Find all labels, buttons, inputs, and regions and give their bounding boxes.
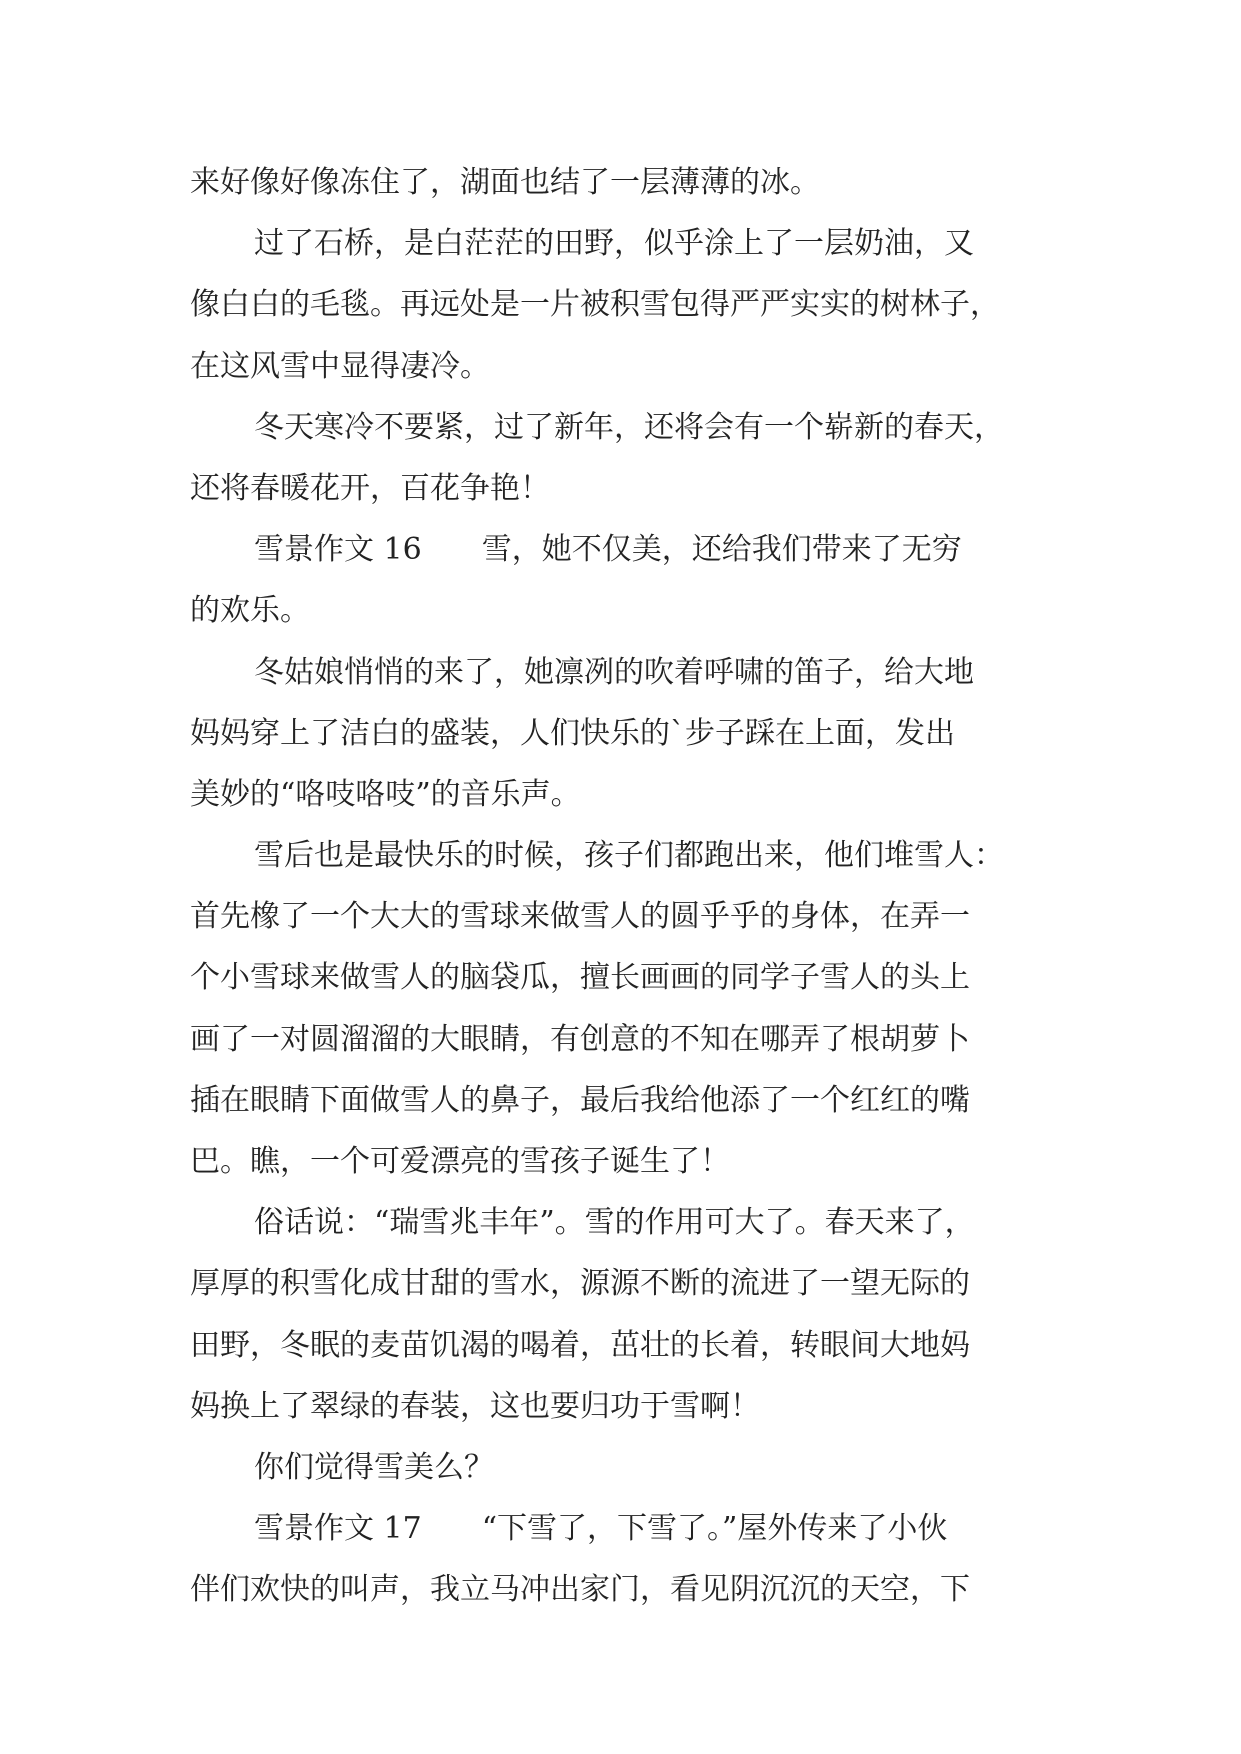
text-line: 来好像好像冻住了，湖面也结了一层薄薄的冰。	[190, 165, 820, 200]
text-line: 插在眼睛下面做雪人的鼻子，最后我给他添了一个红红的嘴	[190, 1082, 970, 1118]
section-heading-line: 雪景作文 17 “下雪了，下雪了。”屋外传来了小伙	[254, 1511, 948, 1547]
text-line: 首先橡了一个大大的雪球来做雪人的圆乎乎的身体，在弄一	[190, 899, 970, 935]
text-line: 画了一对圆溜溜的大眼睛，有创意的不知在哪弄了根胡萝卜	[190, 1021, 970, 1057]
text-line: 像白白的毛毯。再远处是一片被积雪包得严严实实的树林子，	[190, 287, 1000, 323]
text-line: 雪后也是最快乐的时候，孩子们都跑出来，他们堆雪人：	[254, 838, 1004, 874]
text-line: 厚厚的积雪化成甘甜的雪水，源源不断的流进了一望无际的	[190, 1266, 970, 1302]
text-line: 田野，冬眠的麦苗饥渴的喝着，茁壮的长着，转眼间大地妈	[190, 1327, 970, 1363]
text-line: 妈妈穿上了洁白的盛装，人们快乐的`步子踩在上面，发出	[190, 715, 955, 751]
text-line: 在这风雪中显得凄冷。	[190, 348, 490, 384]
document-body	[190, 152, 1090, 1621]
text-line: 过了石桥，是白茫茫的田野，似乎涂上了一层奶油，又	[254, 226, 974, 262]
text-line: 伴们欢快的叫声，我立马冲出家门，看见阴沉沉的天空，下	[190, 1572, 970, 1608]
text-line: 妈换上了翠绿的春装，这也要归功于雪啊！	[190, 1388, 760, 1424]
text-line: 你们觉得雪美么？	[254, 1449, 494, 1485]
text-line: 冬天寒冷不要紧，过了新年，还将会有一个崭新的春天，	[254, 409, 1004, 445]
section-heading-line: 雪景作文 16 雪，她不仅美，还给我们带来了无穷	[254, 532, 962, 568]
text-line: 的欢乐。	[190, 593, 310, 629]
text-line: 美妙的“咯吱咯吱”的音乐声。	[190, 776, 581, 812]
text-line: 巴。瞧，一个可爱漂亮的雪孩子诞生了！	[190, 1144, 730, 1179]
text-line: 冬姑娘悄悄的来了，她凛冽的吹着呼啸的笛子，给大地	[254, 654, 974, 690]
text-line: 个小雪球来做雪人的脑袋瓜，擅长画画的同学子雪人的头上	[190, 960, 970, 996]
text-line: 俗话说：“瑞雪兆丰年”。雪的作用可大了。春天来了，	[254, 1205, 975, 1241]
text-line: 还将春暖花开，百花争艳！	[190, 470, 550, 506]
